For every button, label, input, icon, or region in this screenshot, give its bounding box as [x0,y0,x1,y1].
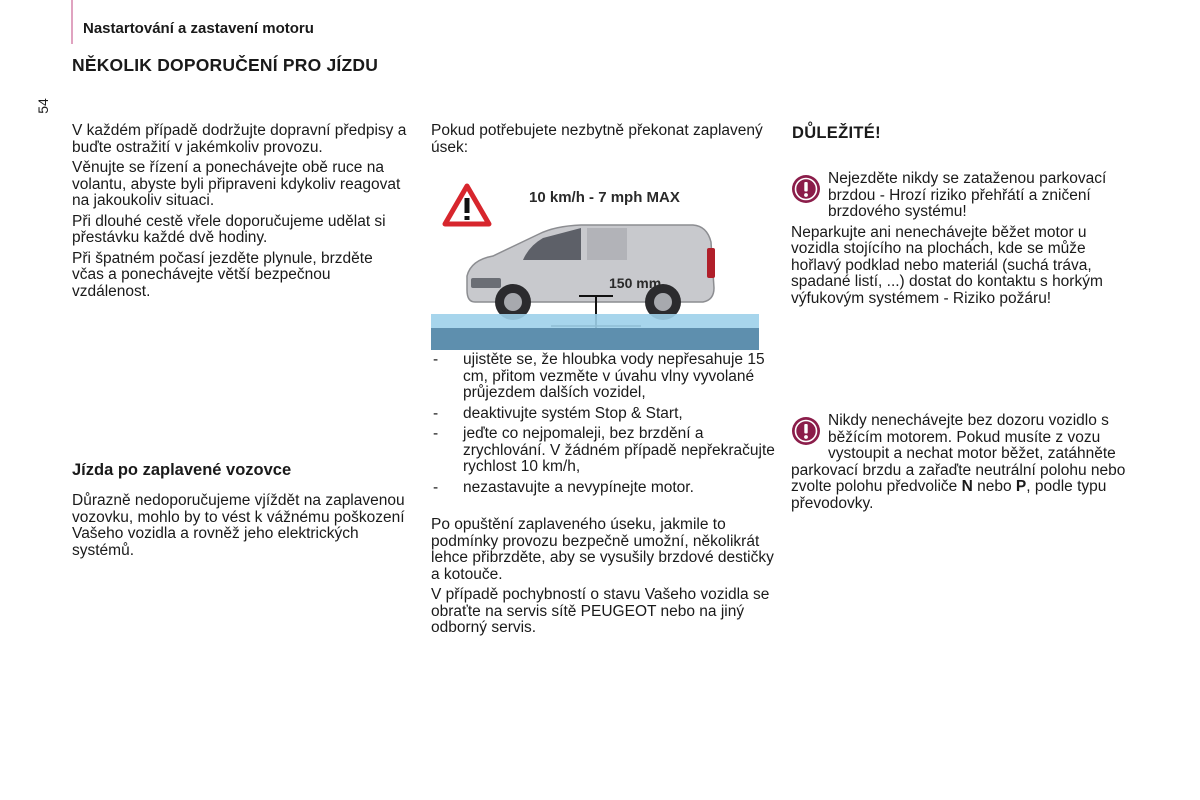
exclamation-circle-icon [791,174,821,204]
after-flood-text [431,517,776,641]
speed-limit-label: 10 km/h - 7 mph MAX [529,189,680,206]
list-item [431,480,776,497]
depth-label: 150 mm [609,275,662,291]
paragraph: V každém případě dodržujte dopravní předpisy a buďte ostražití v jakémkoliv provozu. [72,122,407,156]
flood-intro-text: Pokud potřebujete nezbytně překonat zaplavený úsek: [431,122,763,156]
list-item-text: nezastavujte a nevypínejte motor. [463,478,694,496]
warning-block-unattended-engine [791,413,1136,516]
warning-text: , podle typu převodovky. [791,478,1107,512]
water-surface [431,314,759,328]
paragraph: Při špatném počasí jezděte plynule, brzděte včas a ponechávejte větší bezpečnou vzdálenost. [72,249,373,300]
page-title: NĚKOLIK DOPORUČENÍ PRO JÍZDU [72,55,379,75]
bullet-marker: - [433,351,439,368]
list-item-text: ujistěte se, že hloubka vody nepřesahuje 15 cm, přitom vezměte v úvahu vlny vyvolané průjezdem dalších vozidel, [463,351,765,401]
bullet-marker: - [433,478,439,496]
page-number: 54 [35,98,51,114]
paragraph: Po opuštění zaplaveného úseku, jakmile to podmínky provozu bezpečně umožní, několikrát lehce přibrzděte, aby se vysušily brzdové destičky a kotouče. [431,516,774,583]
flooded-road-illustration [431,178,759,350]
bullet-marker: - [433,425,439,442]
paragraph: Při dlouhé cestě vřele doporučujeme udělat si přestávku každé dvě hodiny. [72,212,386,246]
paragraph: Neparkujte ani nenechávejte běžet motor u vozidla stojícího na plochách, kde se může hořlavý podklad nebo materiál (suchá tráva, spadané listí, ...) dostat do kontaktu s horkým výfukovým systémem - Riziko požáru! [791,223,1103,307]
gear-n: N [961,478,973,495]
paragraph: V případě pochybností o stavu Vašeho vozidla se obraťte na servis sítě PEUGEOT nebo na jiný odborný servis. [431,586,770,636]
paragraph [791,413,1136,512]
flooded-road-heading: Jízda po zaplavené vozovce [72,461,292,479]
warning-text: Nikdy nenechávejte bez dozoru vozidlo s běžícím motorem. Pokud musíte z vozu vystoupit a nechat motor běžet, zatáhněte parkovací brzdu a zařaďte neutrální polohu nebo zvolte polohu předvoliče [791,412,1126,495]
bullet-marker: - [433,404,439,422]
exclamation-circle-icon [791,416,821,446]
warning-block-parking-brake [791,171,1136,311]
driving-advice-text [72,123,407,304]
water-body [431,328,759,350]
section-header: Nastartování a zastavení motoru [83,20,314,37]
warning-text: nebo [972,478,1016,495]
paragraph: Důrazně nedoporučujeme vjíždět na zaplavenou vozovku, mohlo by to vést k vážnému poškození Vašeho vozidla a rovněž jeho elektrických systémů. [72,492,405,559]
list-item [431,426,776,476]
flood-bullet-list [431,352,776,500]
list-item-text: jeďte co nejpomaleji, bez brzdění a zrychlování. V žádném případě nepřekračujte rychlost 10 km/h, [463,425,775,475]
important-heading: DŮLEŽITÉ! [792,124,881,142]
gear-p: P [1015,478,1027,495]
list-item [431,406,776,423]
list-item [431,352,776,402]
flooded-road-text [72,493,407,563]
list-item-text: deaktivujte systém Stop & Start, [463,404,683,422]
paragraph: Nejezděte nikdy se zataženou parkovací brzdou - Hrozí riziko přehřátí a zničení brzdového systému! [828,170,1107,220]
header-accent-line [71,0,73,44]
paragraph: Věnujte se řízení a ponechávejte obě ruce na volantu, abyste byli připraveni kdykoliv reagovat na jakoukoliv situaci. [72,159,401,209]
